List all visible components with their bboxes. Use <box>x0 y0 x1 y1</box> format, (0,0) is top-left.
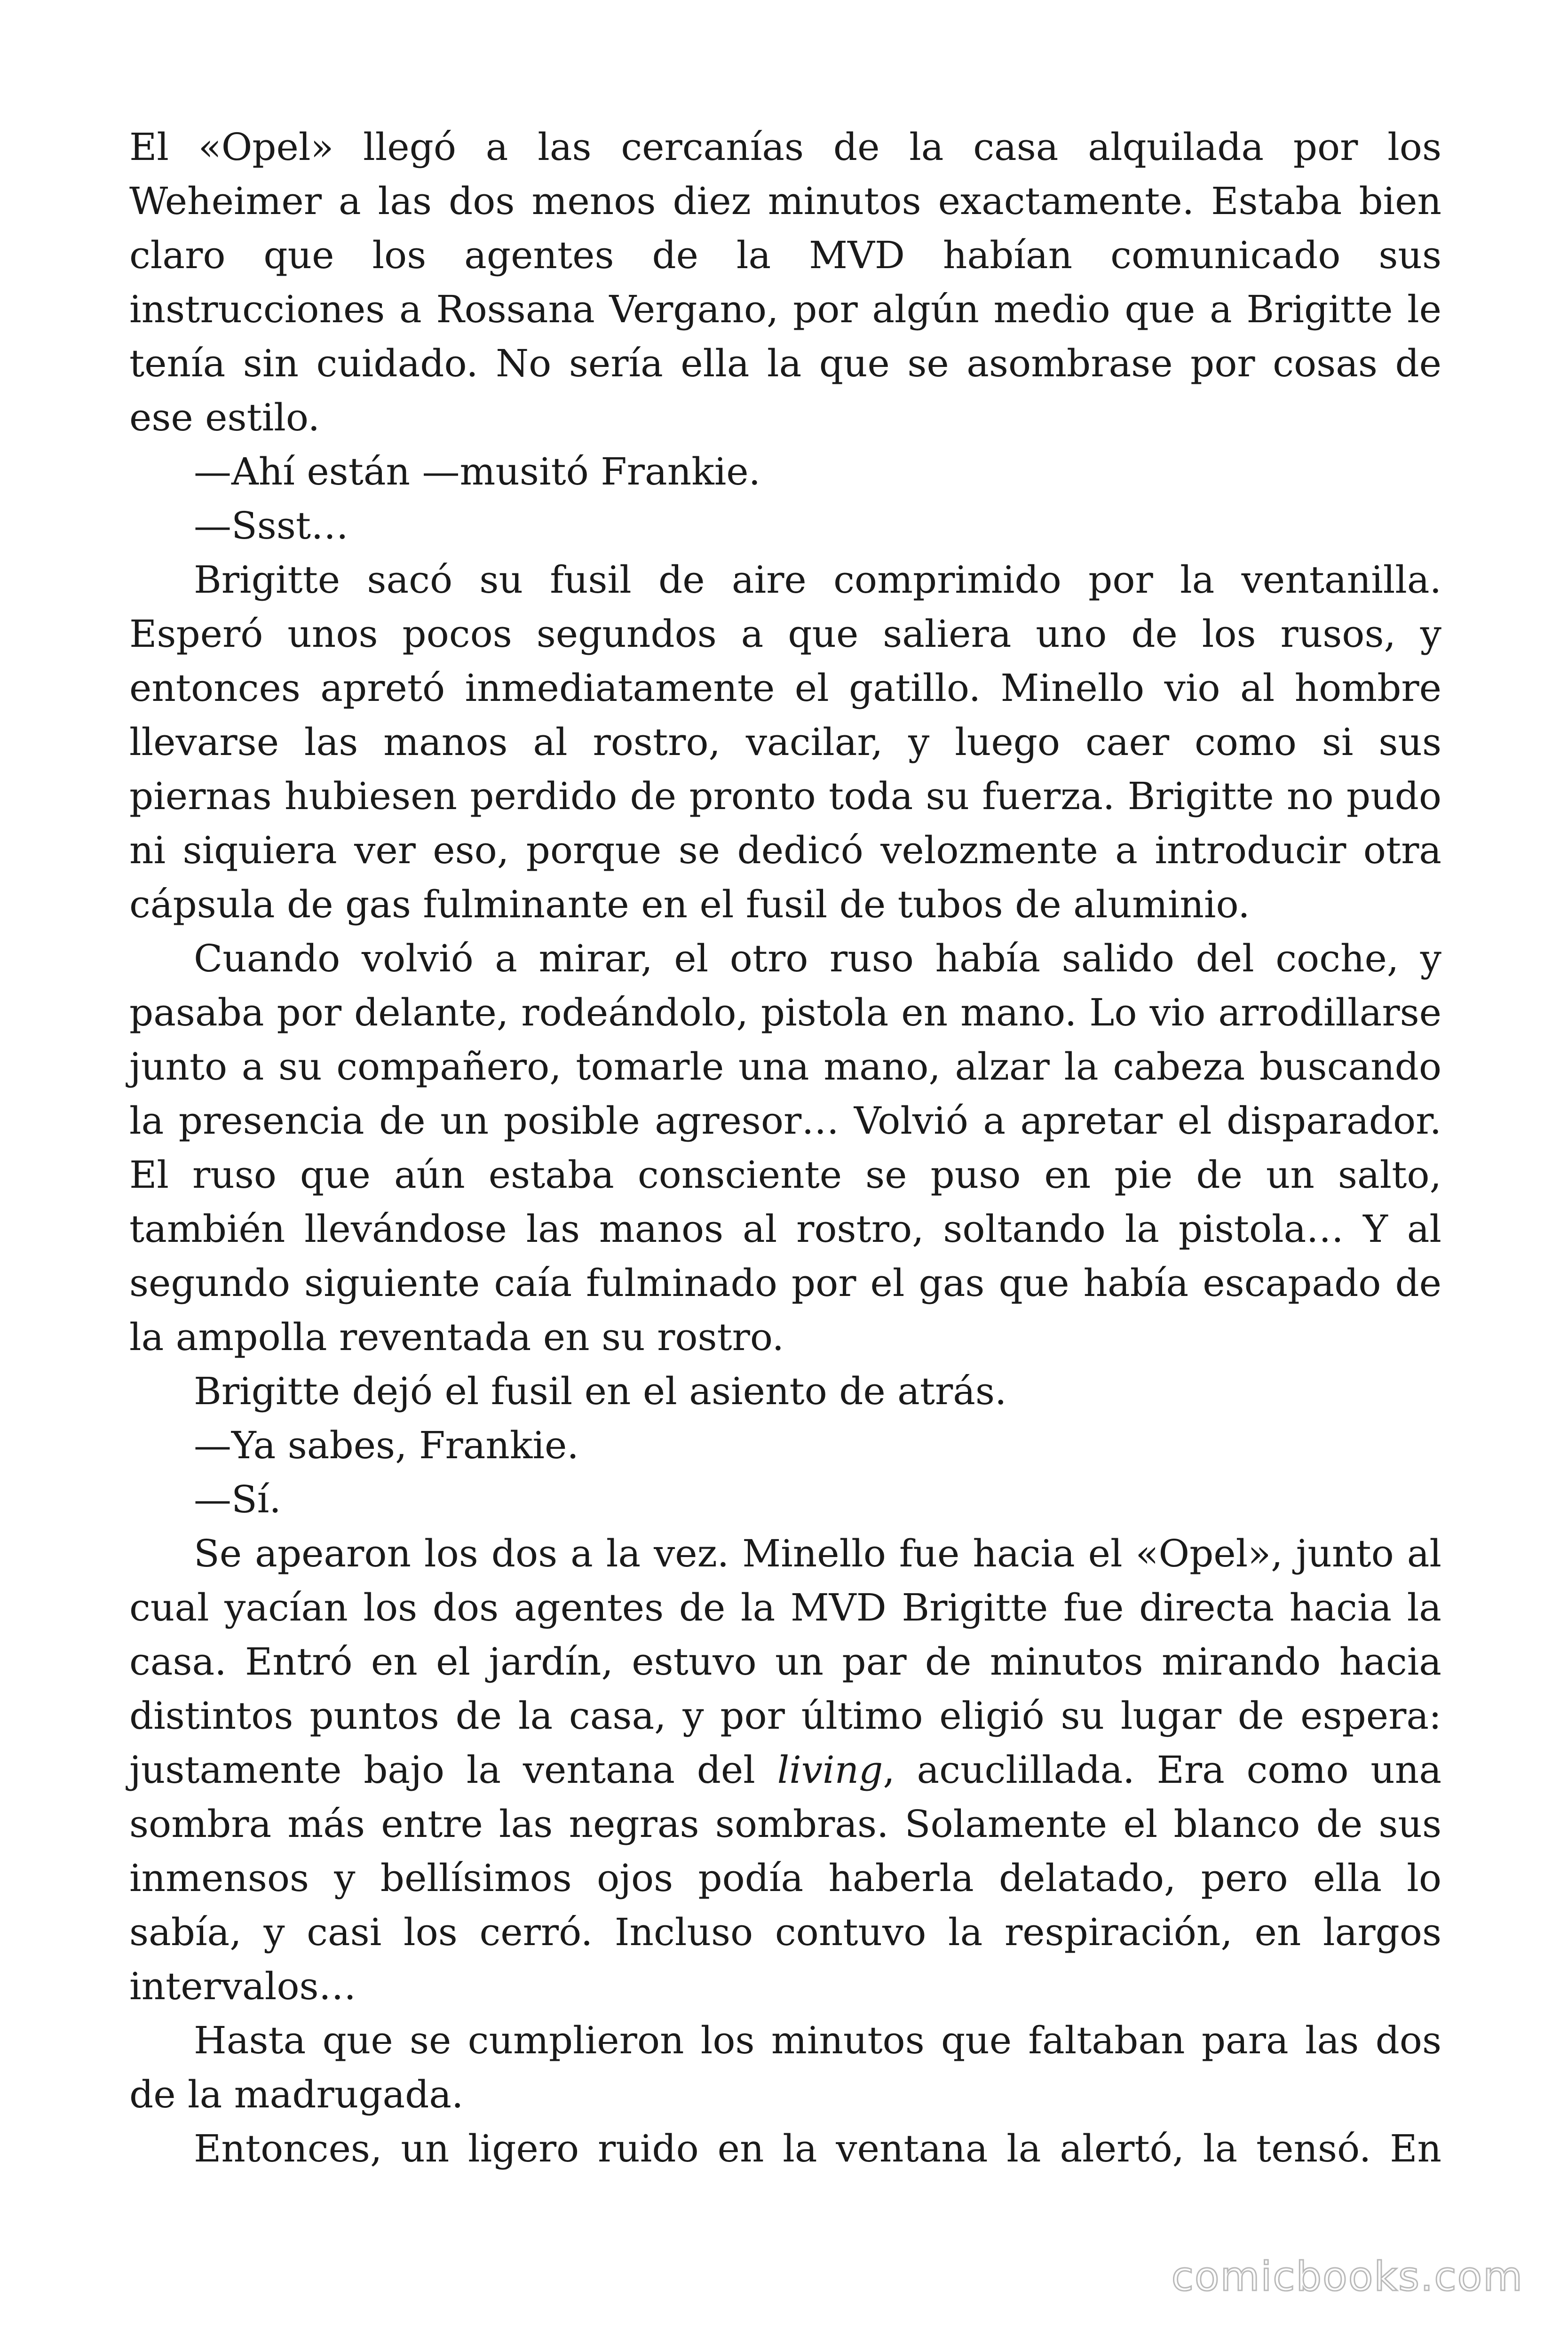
body-text <box>129 120 1441 2176</box>
paragraph-4: Brigitte sacó su fusil de aire comprimido por la ventanilla. Esperó unos pocos segundos a que saliera uno de los rusos, y entonces apretó inmediatamente el gatillo. Minello vio al hombre llevarse las manos al rostro, vacilar, y luego caer como si sus piernas hubiesen perdido de pronto toda su fuerza. Brigitte no pudo ni siquiera ver eso, porque se dedicó velozmente a introducir otra cápsula de gas fulminante en el fusil de tubos de aluminio. <box>129 558 1441 926</box>
paragraph-1: El «Opel» llegó a las cercanías de la casa alquilada por los Weheimer a las dos menos diez minutos exactamente. Estaba bien claro que los agentes de la MVD habían comunicado sus instrucciones a Rossana Vergano, por algún medio que a Brigitte le tenía sin cuidado. No sería ella la que se asombrase por cosas de ese estilo. <box>129 125 1441 439</box>
paragraph-5: Cuando volvió a mirar, el otro ruso había salido del coche, y pasaba por delante, rodeándolo, pistola en mano. Lo vio arrodillarse junto a su compañero, tomarle una mano, alzar la cabeza buscando la presencia de un posible agresor… Volvió a apretar el disparador. El ruso que aún estaba consciente se puso en pie de un salto, también llevándose las manos al rostro, soltando la pistola… Y al segundo siguiente caía fulminado por el gas que había escapado de la ampolla reventada en su rostro. <box>129 937 1441 1359</box>
paragraph-2-dialogue: —Ahí están —musitó Frankie. <box>194 450 761 493</box>
paragraph-9 <box>129 1526 1441 2013</box>
paragraph-7-dialogue: —Ya sabes, Frankie. <box>194 1423 579 1467</box>
watermark: comicbooks.com <box>1171 2253 1523 2300</box>
paragraph-8-dialogue: —Sí. <box>194 1478 281 1521</box>
paragraph-10: Hasta que se cumplieron los minutos que faltaban para las dos de la madrugada. <box>129 2018 1441 2116</box>
paragraph-9-before: Se apearon los dos a la vez. Minello fue hacia el «Opel», junto al cual yacían los dos agentes de la MVD Brigitte fue directa hacia la casa. Entró en el jardín, estuvo un par de minutos mirando hacia distintos puntos de la casa, y por último eligió su lugar de espera: justamente bajo la ventana del <box>129 1532 1441 1792</box>
paragraph-11: Entonces, un ligero ruido en la ventana la alertó, la tensó. En <box>194 2127 1441 2170</box>
paragraph-3-dialogue: —Ssst… <box>194 504 349 548</box>
paragraph-6: Brigitte dejó el fusil en el asiento de atrás. <box>194 1369 1007 1413</box>
paragraph-9-italic-word: living <box>777 1748 883 1792</box>
paragraph-9-after: , acuclillada. Era como una sombra más entre las negras sombras. Solamente el blanco de sus inmensos y bellísimos ojos podía haberla delatado, pero ella lo sabía, y casi los cerró. Incluso contuvo la respiración, en largos intervalos… <box>129 1748 1442 2008</box>
